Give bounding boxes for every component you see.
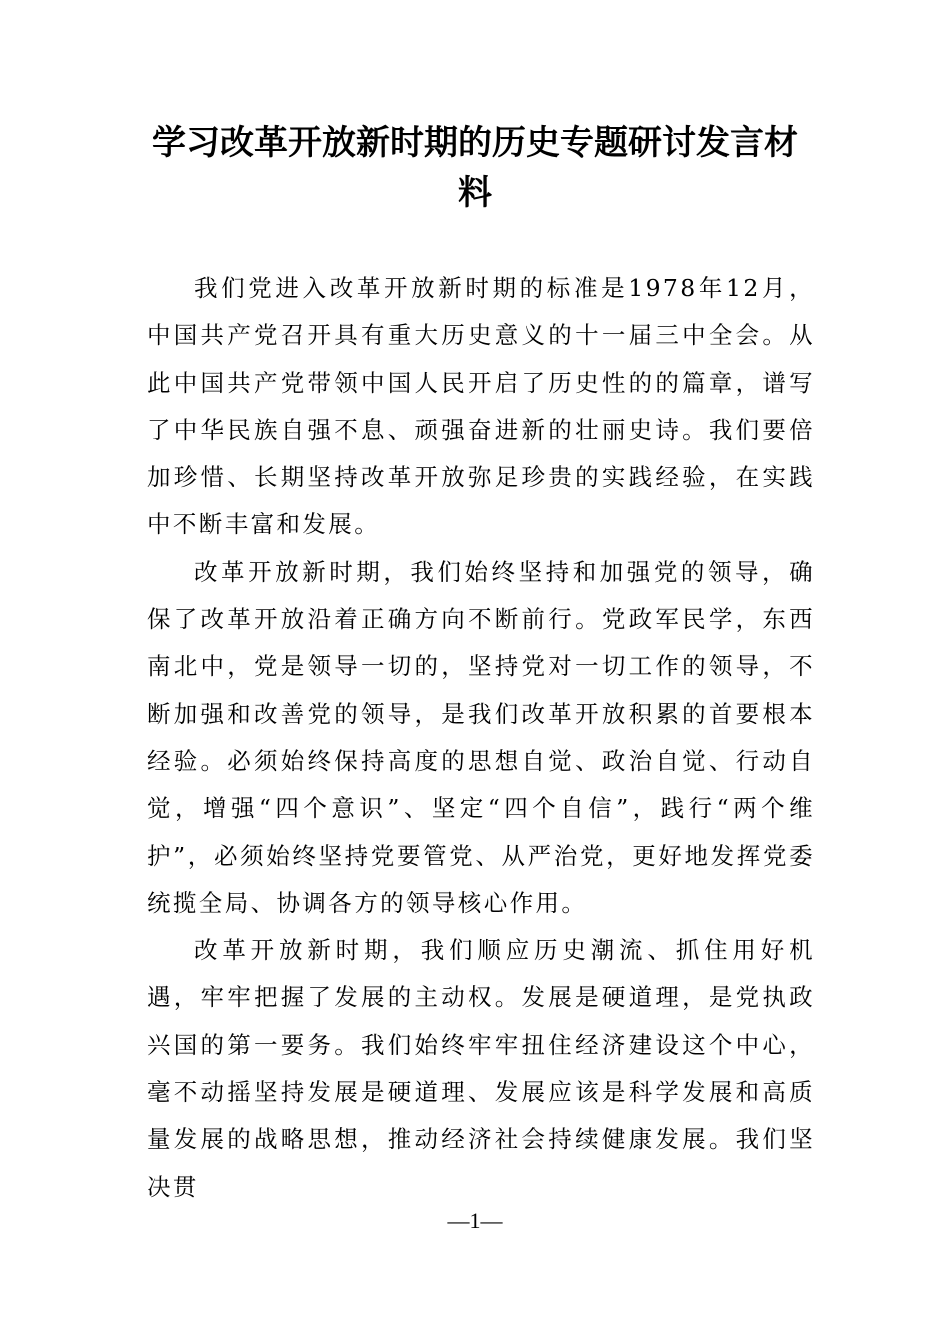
document-title: 学习改革开放新时期的历史专题研讨发言材料 [152,123,798,213]
paragraph-3: 改革开放新时期，我们顺应历史潮流、抓住用好机遇，牢牢把握了发展的主动权。发展是硬道理，是党执政兴国的第一要务。我们始终牢牢扭住经济建设这个中心，毫不动摇坚持发展是硬道理、发展应该是科学发展和高质量发展的战略思想，推动经济社会持续健康发展。我们坚决贯 [147,936,815,1201]
document-body [147,265,815,1211]
page-number: —1— [447,1208,503,1233]
paragraph-1: 我们党进入改革开放新时期的标准是1978年12月，中国共产党召开具有重大历史意义的十一届三中全会。从此中国共产党带领中国人民开启了历史性的的篇章，谱写了中华民族自强不息、顽强奋进新的壮丽史诗。我们要倍加珍惜、长期坚持改革开放弥足珍贵的实践经验，在实践中不断丰富和发展。 [147,274,815,539]
paragraph-2: 改革开放新时期，我们始终坚持和加强党的领导，确保了改革开放沿着正确方向不断前行。党政军民学，东西南北中，党是领导一切的，坚持党对一切工作的领导，不断加强和改善党的领导，是我们改革开放积累的首要根本经验。必须始终保持高度的思想自觉、政治自觉、行动自觉，增强“四个意识”、坚定“四个自信”，践行“两个维护”，必须始终坚持党要管党、从严治党，更好地发挥党委统揽全局、协调各方的领导核心作用。 [147,557,815,917]
